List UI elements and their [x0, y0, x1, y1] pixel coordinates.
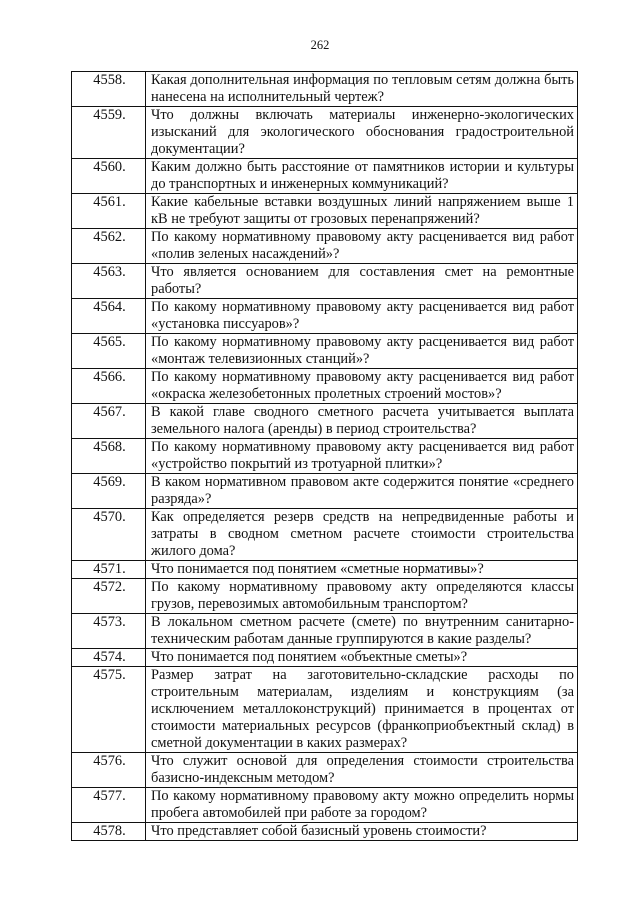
question-number: 4573. — [72, 614, 146, 649]
question-text: По какому нормативному правовому акту расценивается вид работ «установка писсуаров»? — [146, 299, 578, 334]
table-row — [72, 264, 578, 299]
question-text: Размер затрат на заготовительно-складские расходы по строительным материалам, изделиям и конструкциям (за исключением металлоконструкций) принимается в процентах от стоимости материальных ресурсов (франкоприобъектный склад) в сметной документации в каких размерах? — [146, 667, 578, 753]
question-number: 4561. — [72, 194, 146, 229]
question-text: По какому нормативному правовому акту расценивается вид работ «монтаж телевизионных станций»? — [146, 334, 578, 369]
table-row — [72, 159, 578, 194]
question-number: 4564. — [72, 299, 146, 334]
table-row — [72, 561, 578, 579]
question-number: 4565. — [72, 334, 146, 369]
table-row — [72, 753, 578, 788]
question-text: Каким должно быть расстояние от памятников истории и культуры до транспортных и инженерных коммуникаций? — [146, 159, 578, 194]
table-row — [72, 823, 578, 841]
question-text: Что понимается под понятием «сметные нормативы»? — [146, 561, 578, 579]
question-text: Что представляет собой базисный уровень стоимости? — [146, 823, 578, 841]
question-text: Что должны включать материалы инженерно-экологических изысканий для экологического обоснования градостроительной документации? — [146, 107, 578, 159]
questions-table-body — [72, 72, 578, 841]
question-number: 4574. — [72, 649, 146, 667]
table-row — [72, 788, 578, 823]
question-number: 4568. — [72, 439, 146, 474]
question-number: 4562. — [72, 229, 146, 264]
question-number: 4576. — [72, 753, 146, 788]
question-text: По какому нормативному правовому акту можно определить нормы пробега автомобилей при работе за городом? — [146, 788, 578, 823]
question-number: 4577. — [72, 788, 146, 823]
question-text: Что понимается под понятием «объектные сметы»? — [146, 649, 578, 667]
table-row — [72, 194, 578, 229]
table-row — [72, 579, 578, 614]
table-row — [72, 334, 578, 369]
questions-table — [71, 71, 578, 841]
question-number: 4559. — [72, 107, 146, 159]
question-text: Как определяется резерв средств на непредвиденные работы и затраты в сводном сметном расчете стоимости строительства жилого дома? — [146, 509, 578, 561]
question-number: 4566. — [72, 369, 146, 404]
table-row — [72, 299, 578, 334]
table-row — [72, 509, 578, 561]
question-number: 4567. — [72, 404, 146, 439]
question-text: По какому нормативному правовому акту расценивается вид работ «окраска железобетонных пролетных строений мостов»? — [146, 369, 578, 404]
table-row — [72, 439, 578, 474]
page-number: 262 — [310, 38, 330, 52]
table-row — [72, 72, 578, 107]
question-text: По какому нормативному правовому акту расценивается вид работ «полив зеленых насаждений»? — [146, 229, 578, 264]
question-number: 4578. — [72, 823, 146, 841]
table-row — [72, 667, 578, 753]
question-text: Какие кабельные вставки воздушных линий напряжением выше 1 кВ не требуют защиты от грозовых перенапряжений? — [146, 194, 578, 229]
question-text: По какому нормативному правовому акту определяются классы грузов, перевозимых автомобильным транспортом? — [146, 579, 578, 614]
question-text: В локальном сметном расчете (смете) по внутренним санитарно-техническим работам данные группируются в какие разделы? — [146, 614, 578, 649]
question-number: 4560. — [72, 159, 146, 194]
question-number: 4572. — [72, 579, 146, 614]
table-row — [72, 649, 578, 667]
question-text: Что служит основой для определения стоимости строительства базисно-индексным методом? — [146, 753, 578, 788]
question-text: По какому нормативному правовому акту расценивается вид работ «устройство покрытий из тротуарной плитки»? — [146, 439, 578, 474]
question-number: 4563. — [72, 264, 146, 299]
table-row — [72, 369, 578, 404]
table-row — [72, 474, 578, 509]
question-number: 4570. — [72, 509, 146, 561]
table-row — [72, 229, 578, 264]
table-row — [72, 107, 578, 159]
table-row — [72, 404, 578, 439]
question-number: 4558. — [72, 72, 146, 107]
question-number: 4569. — [72, 474, 146, 509]
question-text: В каком нормативном правовом акте содержится понятие «среднего разряда»? — [146, 474, 578, 509]
question-number: 4575. — [72, 667, 146, 753]
question-text: В какой главе сводного сметного расчета учитывается выплата земельного налога (аренды) в период строительства? — [146, 404, 578, 439]
question-text: Какая дополнительная информация по тепловым сетям должна быть нанесена на исполнительный чертеж? — [146, 72, 578, 107]
table-row — [72, 614, 578, 649]
question-number: 4571. — [72, 561, 146, 579]
question-text: Что является основанием для составления смет на ремонтные работы? — [146, 264, 578, 299]
